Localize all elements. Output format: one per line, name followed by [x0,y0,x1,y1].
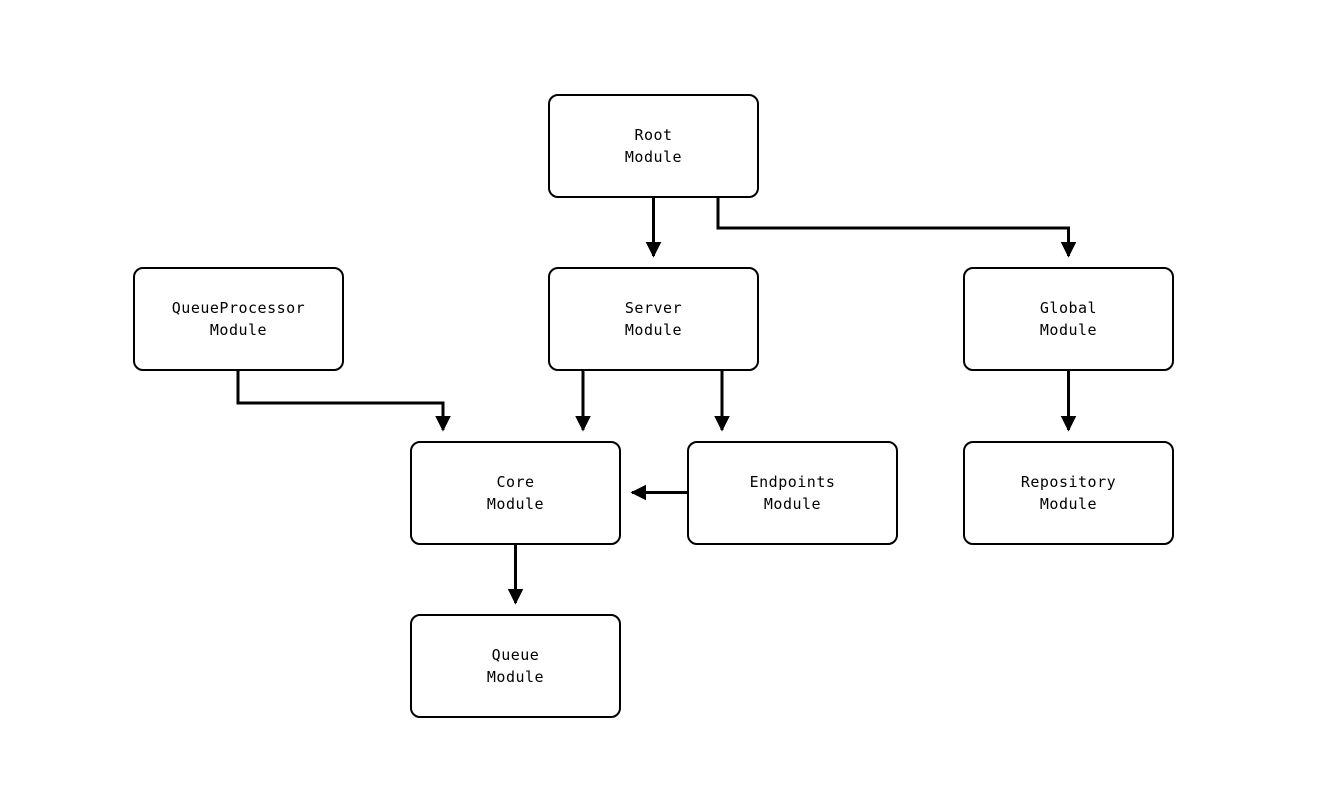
node-label-line2: Module [763,495,822,513]
node-label-line1: Core [496,473,535,491]
node-core-module[interactable] [410,441,621,545]
node-label-line1: Server [624,299,683,317]
node-label-line1: Root [634,126,673,144]
node-label-line1: Repository [1020,473,1117,491]
node-label-line2: Module [486,495,545,513]
node-label-line2: Module [209,321,268,339]
node-label-line2: Module [486,668,545,686]
node-label-line2: Module [1039,321,1098,339]
edge-root-global [718,198,1069,256]
node-label-line2: Module [624,321,683,339]
node-global-module[interactable] [963,267,1174,371]
node-queue-module[interactable] [410,614,621,718]
node-label-line2: Module [624,148,683,166]
node-label-line1: Global [1039,299,1098,317]
node-root-module[interactable] [548,94,759,198]
node-label-line1: Queue [491,646,540,664]
node-endpoints-module[interactable] [687,441,898,545]
node-repository-module[interactable] [963,441,1174,545]
edge-queueprocessor-core [238,371,443,430]
node-label-line1: Endpoints [749,473,836,491]
node-label-line1: QueueProcessor [171,299,306,317]
node-queueprocessor-module[interactable] [133,267,344,371]
node-label-line2: Module [1039,495,1098,513]
node-server-module[interactable] [548,267,759,371]
